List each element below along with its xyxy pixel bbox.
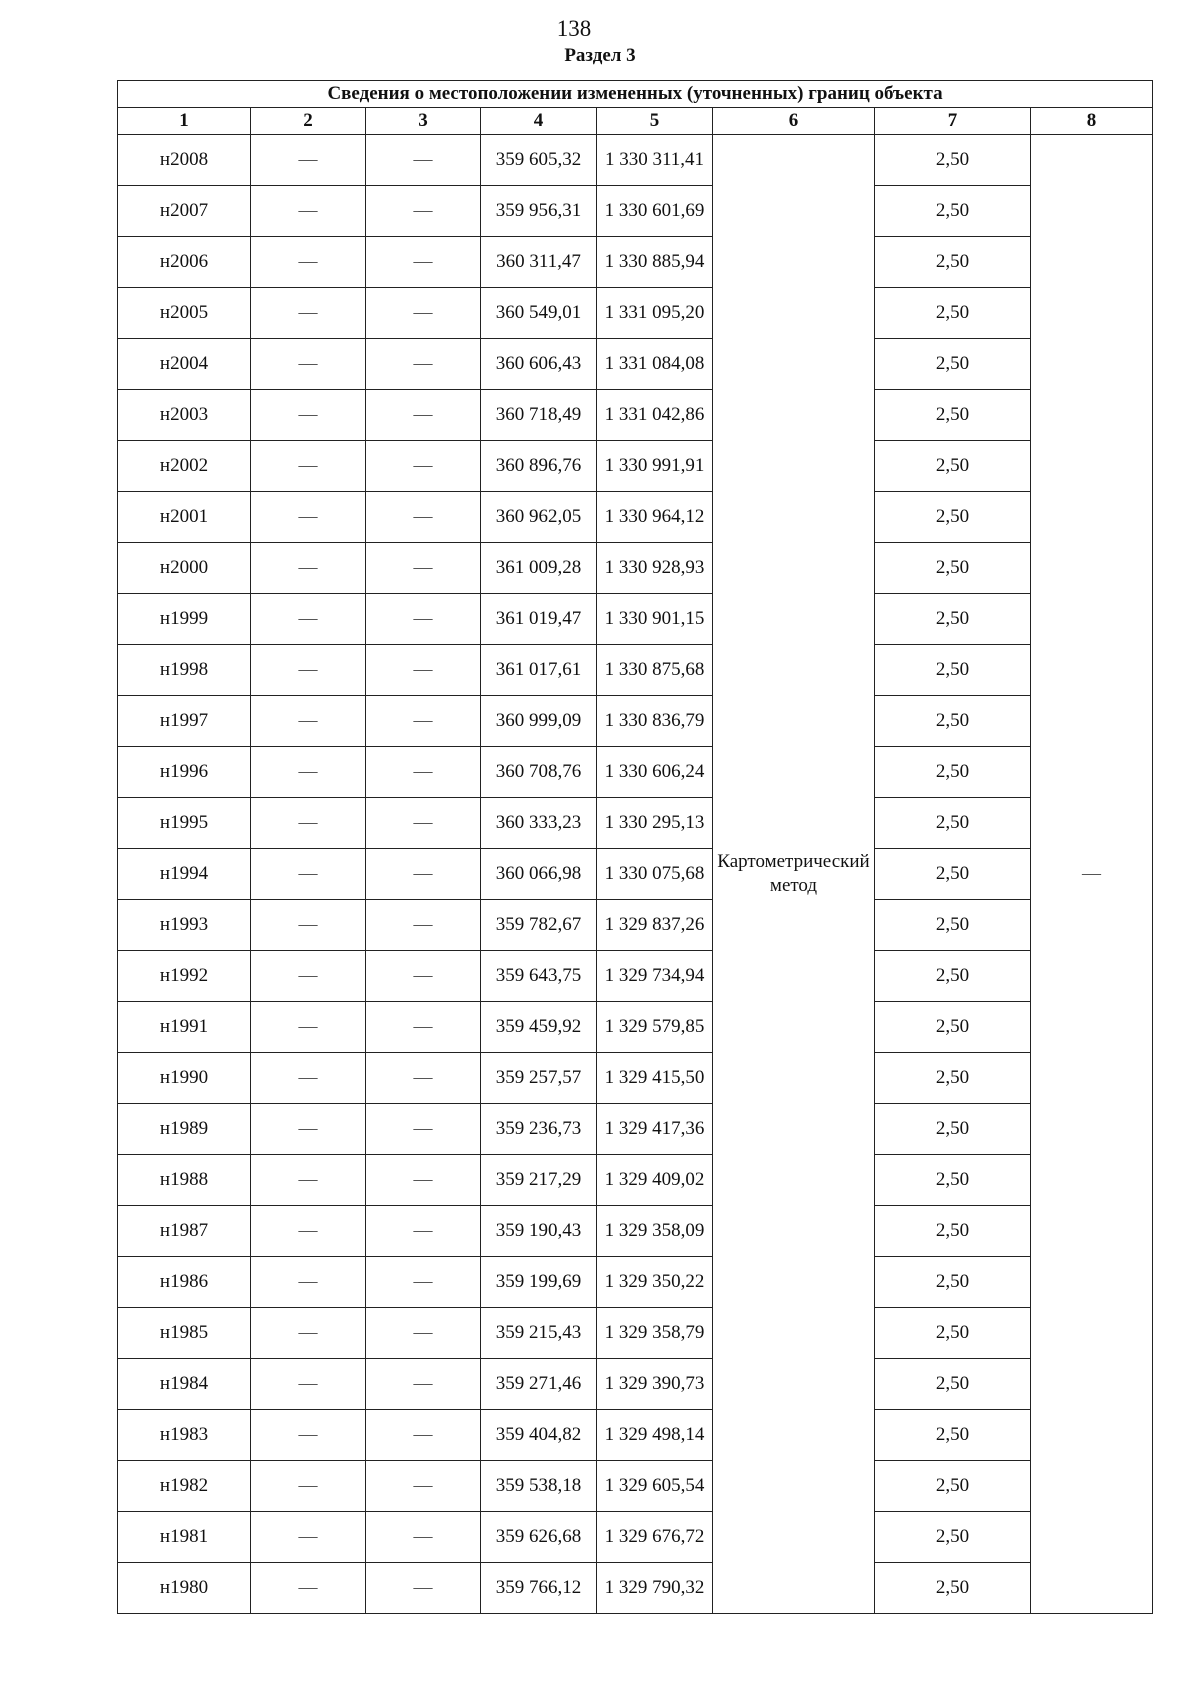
y-coordinate-cell: 1 329 790,32 (597, 1563, 713, 1614)
table-row (118, 1104, 1153, 1155)
column-2-cell: — (251, 696, 366, 747)
x-coordinate-cell: 359 956,31 (481, 186, 597, 237)
x-coordinate-cell: 359 215,43 (481, 1308, 597, 1359)
accuracy-cell: 2,50 (875, 594, 1031, 645)
table-row (118, 900, 1153, 951)
x-coordinate-cell: 359 643,75 (481, 951, 597, 1002)
y-coordinate-cell: 1 330 964,12 (597, 492, 713, 543)
x-coordinate-cell: 360 708,76 (481, 747, 597, 798)
point-name-cell: н1991 (118, 1002, 251, 1053)
point-name-cell: н1999 (118, 594, 251, 645)
column-3-cell: — (366, 390, 481, 441)
column-3-cell: — (366, 696, 481, 747)
column-2-cell: — (251, 900, 366, 951)
column-2-cell: — (251, 1359, 366, 1410)
accuracy-cell: 2,50 (875, 237, 1031, 288)
accuracy-cell: 2,50 (875, 1002, 1031, 1053)
y-coordinate-cell: 1 330 928,93 (597, 543, 713, 594)
table-row (118, 288, 1153, 339)
x-coordinate-cell: 359 626,68 (481, 1512, 597, 1563)
table-row (118, 135, 1153, 186)
table-row (118, 951, 1153, 1002)
x-coordinate-cell: 359 538,18 (481, 1461, 597, 1512)
column-2-cell: — (251, 543, 366, 594)
table-row (118, 594, 1153, 645)
x-coordinate-cell: 360 962,05 (481, 492, 597, 543)
x-coordinate-cell: 360 896,76 (481, 441, 597, 492)
x-coordinate-cell: 360 549,01 (481, 288, 597, 339)
point-name-cell: н2000 (118, 543, 251, 594)
y-coordinate-cell: 1 330 901,15 (597, 594, 713, 645)
point-name-cell: н1987 (118, 1206, 251, 1257)
accuracy-cell: 2,50 (875, 645, 1031, 696)
column-header: 3 (366, 108, 481, 135)
x-coordinate-cell: 359 199,69 (481, 1257, 597, 1308)
point-name-cell: н1985 (118, 1308, 251, 1359)
point-name-cell: н1992 (118, 951, 251, 1002)
x-coordinate-cell: 360 999,09 (481, 696, 597, 747)
accuracy-cell: 2,50 (875, 1257, 1031, 1308)
table-row (118, 1461, 1153, 1512)
column-3-cell: — (366, 543, 481, 594)
column-2-cell: — (251, 1002, 366, 1053)
point-name-cell: н1986 (118, 1257, 251, 1308)
point-name-cell: н1998 (118, 645, 251, 696)
x-coordinate-cell: 361 019,47 (481, 594, 597, 645)
column-3-cell: — (366, 1206, 481, 1257)
column-3-cell: — (366, 1104, 481, 1155)
column-2-cell: — (251, 951, 366, 1002)
column-3-cell: — (366, 951, 481, 1002)
column-2-cell: — (251, 1053, 366, 1104)
table-row (118, 441, 1153, 492)
column-3-cell: — (366, 186, 481, 237)
y-coordinate-cell: 1 330 875,68 (597, 645, 713, 696)
accuracy-cell: 2,50 (875, 543, 1031, 594)
accuracy-cell: 2,50 (875, 849, 1031, 900)
y-coordinate-cell: 1 329 734,94 (597, 951, 713, 1002)
column-header: 4 (481, 108, 597, 135)
accuracy-cell: 2,50 (875, 798, 1031, 849)
table-row (118, 1053, 1153, 1104)
accuracy-cell: 2,50 (875, 1359, 1031, 1410)
column-2-cell: — (251, 339, 366, 390)
column-2-cell: — (251, 747, 366, 798)
point-name-cell: н2001 (118, 492, 251, 543)
y-coordinate-cell: 1 329 837,26 (597, 900, 713, 951)
y-coordinate-cell: 1 331 095,20 (597, 288, 713, 339)
y-coordinate-cell: 1 330 885,94 (597, 237, 713, 288)
table-row (118, 1206, 1153, 1257)
table-row (118, 390, 1153, 441)
column-header: 1 (118, 108, 251, 135)
accuracy-cell: 2,50 (875, 1512, 1031, 1563)
accuracy-cell: 2,50 (875, 441, 1031, 492)
accuracy-cell: 2,50 (875, 1410, 1031, 1461)
column-3-cell: — (366, 747, 481, 798)
column-2-cell: — (251, 798, 366, 849)
x-coordinate-cell: 361 009,28 (481, 543, 597, 594)
table-row (118, 1410, 1153, 1461)
column-2-cell: — (251, 1155, 366, 1206)
table-row (118, 237, 1153, 288)
y-coordinate-cell: 1 329 605,54 (597, 1461, 713, 1512)
column-3-cell: — (366, 339, 481, 390)
column-3-cell: — (366, 1155, 481, 1206)
column-3-cell: — (366, 441, 481, 492)
column-3-cell: — (366, 1461, 481, 1512)
point-name-cell: н1993 (118, 900, 251, 951)
point-name-cell: н2006 (118, 237, 251, 288)
x-coordinate-cell: 359 459,92 (481, 1002, 597, 1053)
point-name-cell: н1990 (118, 1053, 251, 1104)
accuracy-cell: 2,50 (875, 1155, 1031, 1206)
page-number: 138 (556, 16, 592, 41)
accuracy-cell: 2,50 (875, 951, 1031, 1002)
column-3-cell: — (366, 594, 481, 645)
y-coordinate-cell: 1 330 836,79 (597, 696, 713, 747)
column-2-cell: — (251, 1206, 366, 1257)
point-name-cell: н2004 (118, 339, 251, 390)
accuracy-cell: 2,50 (875, 696, 1031, 747)
column-header: 2 (251, 108, 366, 135)
accuracy-cell: 2,50 (875, 1563, 1031, 1614)
accuracy-cell: 2,50 (875, 1104, 1031, 1155)
section-title: Раздел 3 (564, 45, 636, 66)
table-row (118, 798, 1153, 849)
column-3-cell: — (366, 645, 481, 696)
x-coordinate-cell: 360 066,98 (481, 849, 597, 900)
column-2-cell: — (251, 237, 366, 288)
column-3-cell: — (366, 1563, 481, 1614)
table-row (118, 1359, 1153, 1410)
column-2-cell: — (251, 1308, 366, 1359)
table-row (118, 645, 1153, 696)
y-coordinate-cell: 1 329 498,14 (597, 1410, 713, 1461)
x-coordinate-cell: 359 766,12 (481, 1563, 597, 1614)
point-name-cell: н1989 (118, 1104, 251, 1155)
y-coordinate-cell: 1 329 415,50 (597, 1053, 713, 1104)
y-coordinate-cell: 1 329 676,72 (597, 1512, 713, 1563)
table-row (118, 849, 1153, 900)
point-name-cell: н2007 (118, 186, 251, 237)
column-3-cell: — (366, 798, 481, 849)
point-name-cell: н1980 (118, 1563, 251, 1614)
table-row (118, 1002, 1153, 1053)
column-3-cell: — (366, 237, 481, 288)
table-caption: Сведения о местоположении измененных (уточненных) границ объекта (118, 81, 1153, 108)
x-coordinate-cell: 360 606,43 (481, 339, 597, 390)
accuracy-cell: 2,50 (875, 1053, 1031, 1104)
y-coordinate-cell: 1 331 042,86 (597, 390, 713, 441)
column-2-cell: — (251, 186, 366, 237)
point-name-cell: н1996 (118, 747, 251, 798)
y-coordinate-cell: 1 329 358,79 (597, 1308, 713, 1359)
point-name-cell: н2003 (118, 390, 251, 441)
accuracy-cell: 2,50 (875, 339, 1031, 390)
x-coordinate-cell: 359 271,46 (481, 1359, 597, 1410)
y-coordinate-cell: 1 329 350,22 (597, 1257, 713, 1308)
column-2-cell: — (251, 849, 366, 900)
table-row (118, 696, 1153, 747)
column-2-cell: — (251, 390, 366, 441)
table-row (118, 1512, 1153, 1563)
column-3-cell: — (366, 492, 481, 543)
y-coordinate-cell: 1 330 075,68 (597, 849, 713, 900)
column-3-cell: — (366, 1002, 481, 1053)
column-header: 8 (1031, 108, 1153, 135)
column-2-cell: — (251, 1563, 366, 1614)
x-coordinate-cell: 359 236,73 (481, 1104, 597, 1155)
x-coordinate-cell: 359 782,67 (481, 900, 597, 951)
column-2-cell: — (251, 1257, 366, 1308)
point-name-cell: н1997 (118, 696, 251, 747)
y-coordinate-cell: 1 330 991,91 (597, 441, 713, 492)
column-3-cell: — (366, 849, 481, 900)
table-row (118, 492, 1153, 543)
x-coordinate-cell: 359 217,29 (481, 1155, 597, 1206)
table-row (118, 1155, 1153, 1206)
column-3-cell: — (366, 288, 481, 339)
accuracy-cell: 2,50 (875, 135, 1031, 186)
x-coordinate-cell: 360 718,49 (481, 390, 597, 441)
y-coordinate-cell: 1 330 606,24 (597, 747, 713, 798)
method-cell: Картометрический метод (713, 135, 875, 1614)
x-coordinate-cell: 361 017,61 (481, 645, 597, 696)
y-coordinate-cell: 1 330 311,41 (597, 135, 713, 186)
column-3-cell: — (366, 135, 481, 186)
table-row (118, 339, 1153, 390)
x-coordinate-cell: 359 257,57 (481, 1053, 597, 1104)
column-2-cell: — (251, 135, 366, 186)
x-coordinate-cell: 359 190,43 (481, 1206, 597, 1257)
column-2-cell: — (251, 492, 366, 543)
accuracy-cell: 2,50 (875, 900, 1031, 951)
y-coordinate-cell: 1 329 579,85 (597, 1002, 713, 1053)
column-3-cell: — (366, 1359, 481, 1410)
column-header: 5 (597, 108, 713, 135)
column-3-cell: — (366, 1512, 481, 1563)
y-coordinate-cell: 1 329 417,36 (597, 1104, 713, 1155)
point-name-cell: н2008 (118, 135, 251, 186)
x-coordinate-cell: 359 404,82 (481, 1410, 597, 1461)
accuracy-cell: 2,50 (875, 492, 1031, 543)
x-coordinate-cell: 359 605,32 (481, 135, 597, 186)
table-header-row (118, 108, 1153, 135)
y-coordinate-cell: 1 330 601,69 (597, 186, 713, 237)
table-row (118, 186, 1153, 237)
accuracy-cell: 2,50 (875, 1308, 1031, 1359)
table-row (118, 747, 1153, 798)
table-row (118, 1257, 1153, 1308)
column-3-cell: — (366, 1257, 481, 1308)
column-2-cell: — (251, 645, 366, 696)
column-2-cell: — (251, 594, 366, 645)
column-3-cell: — (366, 1053, 481, 1104)
point-name-cell: н1984 (118, 1359, 251, 1410)
accuracy-cell: 2,50 (875, 747, 1031, 798)
y-coordinate-cell: 1 329 358,09 (597, 1206, 713, 1257)
column-3-cell: — (366, 1308, 481, 1359)
point-name-cell: н1994 (118, 849, 251, 900)
column-2-cell: — (251, 1104, 366, 1155)
point-name-cell: н2002 (118, 441, 251, 492)
column-header: 6 (713, 108, 875, 135)
accuracy-cell: 2,50 (875, 186, 1031, 237)
point-name-cell: н1988 (118, 1155, 251, 1206)
column-2-cell: — (251, 1461, 366, 1512)
y-coordinate-cell: 1 330 295,13 (597, 798, 713, 849)
column-3-cell: — (366, 1410, 481, 1461)
point-name-cell: н1983 (118, 1410, 251, 1461)
table-row (118, 1563, 1153, 1614)
accuracy-cell: 2,50 (875, 1206, 1031, 1257)
column-3-cell: — (366, 900, 481, 951)
point-name-cell: н2005 (118, 288, 251, 339)
table-row (118, 543, 1153, 594)
table-row (118, 1308, 1153, 1359)
column-header: 7 (875, 108, 1031, 135)
table-body (118, 135, 1153, 1614)
y-coordinate-cell: 1 329 409,02 (597, 1155, 713, 1206)
y-coordinate-cell: 1 329 390,73 (597, 1359, 713, 1410)
x-coordinate-cell: 360 333,23 (481, 798, 597, 849)
y-coordinate-cell: 1 331 084,08 (597, 339, 713, 390)
column-2-cell: — (251, 441, 366, 492)
coordinates-table (117, 80, 1153, 1614)
accuracy-cell: 2,50 (875, 1461, 1031, 1512)
point-name-cell: н1982 (118, 1461, 251, 1512)
point-name-cell: н1995 (118, 798, 251, 849)
column-2-cell: — (251, 1512, 366, 1563)
point-name-cell: н1981 (118, 1512, 251, 1563)
column-8-cell: — (1031, 135, 1153, 1614)
column-2-cell: — (251, 1410, 366, 1461)
column-2-cell: — (251, 288, 366, 339)
accuracy-cell: 2,50 (875, 390, 1031, 441)
accuracy-cell: 2,50 (875, 288, 1031, 339)
table-caption-row (118, 81, 1153, 108)
x-coordinate-cell: 360 311,47 (481, 237, 597, 288)
